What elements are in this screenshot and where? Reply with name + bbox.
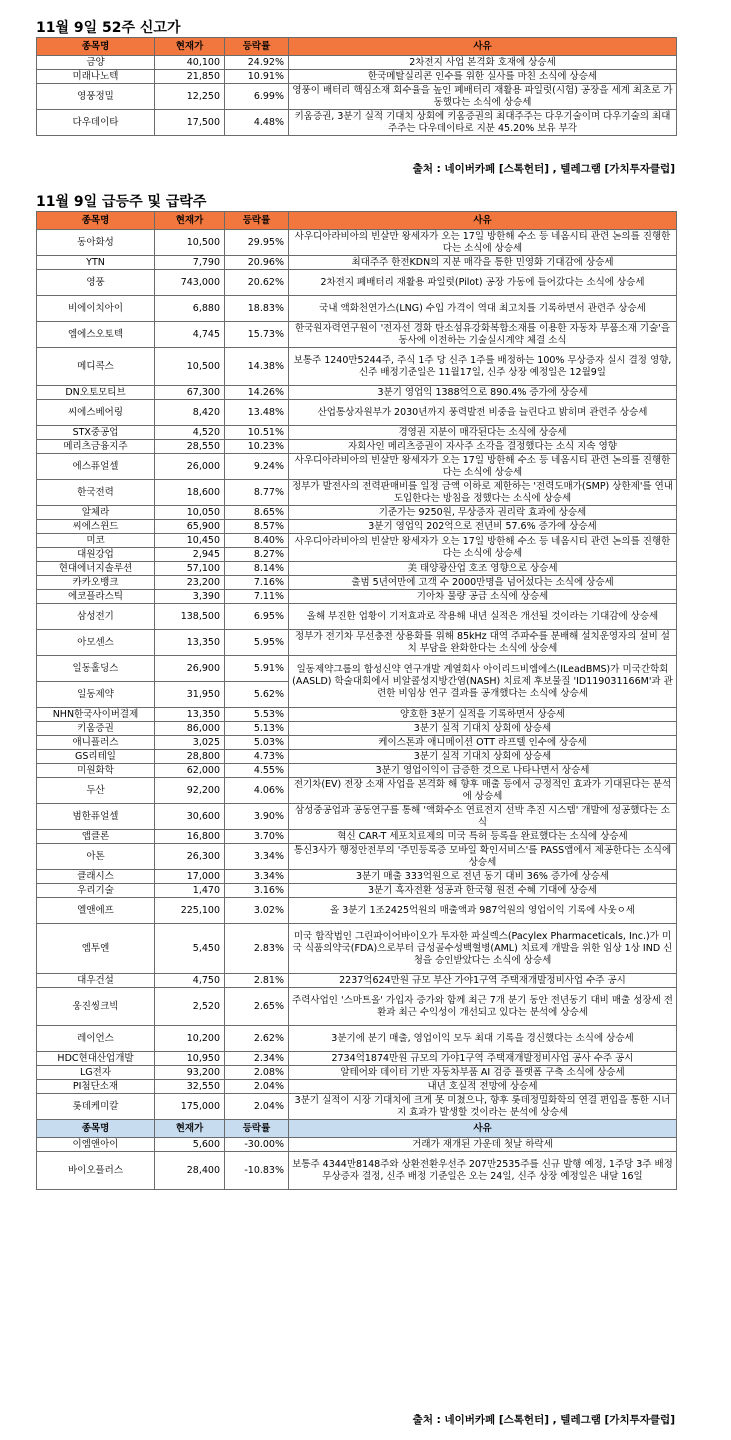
stock-reason: 일동제약그룹의 합성신약 연구개발 계열회사 아이리드비엠에스(ILeadBMS)가 미국간학회(AASLD) 학술대회에서 비알콜성지방간염(NASH) 치료제 후보물질 'ID119031166M'과 관련한 비임상 연구 결과를 공개했다는 소식에 상승세 — [289, 656, 677, 708]
stock-name: DN오토모티브 — [37, 386, 155, 400]
stock-reason: 전기차(EV) 전장 소재 사업을 본격화 해 향후 매출 등에서 긍정적인 효과가 기대된다는 분석에 상승세 — [289, 778, 677, 804]
stock-reason: 산업통상자원부가 2030년까지 풍력발전 비중을 늘린다고 밝히며 관련주 상승세 — [289, 400, 677, 426]
stock-price: 2,520 — [155, 988, 225, 1026]
stock-name: 우리기술 — [37, 884, 155, 898]
table-row — [37, 562, 677, 576]
section1-title: 11월 9일 52주 신고가 — [36, 20, 181, 36]
stock-rate: 14.26% — [225, 386, 289, 400]
table-row — [37, 400, 677, 426]
stock-reason: 올 3분기 1조2425억원의 매출액과 987억원의 영업이익 기록에 사웃ㅇ세 — [289, 898, 677, 924]
table-row — [37, 534, 677, 548]
table-row — [37, 110, 677, 136]
stock-name: 앱클론 — [37, 830, 155, 844]
stock-rate: 8.27% — [225, 548, 289, 562]
stock-rate: 14.38% — [225, 348, 289, 386]
stock-price: 30,600 — [155, 804, 225, 830]
stock-rate: 7.11% — [225, 590, 289, 604]
stock-rate: 2.62% — [225, 1026, 289, 1052]
stock-price: 3,390 — [155, 590, 225, 604]
stock-name: 메디콕스 — [37, 348, 155, 386]
stock-name: 한국전력 — [37, 480, 155, 506]
stock-price: 10,200 — [155, 1026, 225, 1052]
col-header-name: 종목명 — [37, 38, 155, 56]
stock-price: 17,000 — [155, 870, 225, 884]
stock-reason: 통신3사가 행정안전부의 '주민등록증 모바일 확인서비스'를 PASS앱에서 제공한다는 소식에 상승세 — [289, 844, 677, 870]
stock-rate: 8.77% — [225, 480, 289, 506]
stock-name: 엘앤에프 — [37, 898, 155, 924]
stock-price: 5,450 — [155, 924, 225, 974]
table-row — [37, 1094, 677, 1120]
stock-reason: 출범 5년여만에 고객 수 2000만명을 넘어섰다는 소식에 상승세 — [289, 576, 677, 590]
stock-name: 에코플라스틱 — [37, 590, 155, 604]
section2-title: 11월 9일 급등주 및 급락주 — [36, 194, 207, 210]
stock-name: 키움증권 — [37, 722, 155, 736]
stock-reason: 3분기 흑자전환 성공과 한국형 원전 수혜 기대에 상승세 — [289, 884, 677, 898]
stock-reason: 3분기 매출 333억원으로 전년 동기 대비 36% 증가에 상승세 — [289, 870, 677, 884]
stock-reason: 양호한 3분기 실적을 기록하면서 상승세 — [289, 708, 677, 722]
stock-reason: 2차전지 사업 본격화 호재에 상승세 — [289, 56, 677, 70]
stock-rate: 3.34% — [225, 844, 289, 870]
stock-rate: 8.65% — [225, 506, 289, 520]
stock-name: 미래나노텍 — [37, 70, 155, 84]
stock-rate: 6.99% — [225, 84, 289, 110]
stock-rate: 2.08% — [225, 1066, 289, 1080]
table-row — [37, 708, 677, 722]
stock-reason: 보통주 4344만8148주와 상환전환우선주 207만2535주를 신규 발행 예정, 1주당 3주 배정 무상증자 결정, 신주 배정 기준일은 오는 24일, 신주 상장 예정일은 내달 16일 — [289, 1152, 677, 1190]
table-row — [37, 844, 677, 870]
stock-rate: 2.04% — [225, 1094, 289, 1120]
stock-reason: 2237억624만원 규모 부산 가야1구역 주택재개발정비사업 수주 공시 — [289, 974, 677, 988]
table-row — [37, 426, 677, 440]
table-row — [37, 1080, 677, 1094]
stock-name: 대우건설 — [37, 974, 155, 988]
stock-rate: 18.83% — [225, 296, 289, 322]
stock-reason: 기준가는 9250원, 무상증자 권리락 효과에 상승세 — [289, 506, 677, 520]
table-row — [37, 884, 677, 898]
stock-rate: 2.81% — [225, 974, 289, 988]
stock-rate: 10.23% — [225, 440, 289, 454]
stock-name: 일동제약 — [37, 682, 155, 708]
stock-price: 26,300 — [155, 844, 225, 870]
stock-reason: 3분기 영업익 1388억으로 890.4% 증가에 상승세 — [289, 386, 677, 400]
stock-price: 32,550 — [155, 1080, 225, 1094]
stock-name: 롯데케미칼 — [37, 1094, 155, 1120]
stock-price: 4,750 — [155, 974, 225, 988]
stock-reason: 3분기 실적 기대치 상회에 상승세 — [289, 722, 677, 736]
table-row — [37, 230, 677, 256]
stock-price: 743,000 — [155, 270, 225, 296]
stock-price: 13,350 — [155, 708, 225, 722]
stock-rate: 3.90% — [225, 804, 289, 830]
stock-rate: 9.24% — [225, 454, 289, 480]
stock-reason: 2734억1874만원 규모의 가야1구역 주택재개발정비사업 공사 수주 공시 — [289, 1052, 677, 1066]
table-row — [37, 604, 677, 630]
stock-reason: 美 태양광산업 호조 영향으로 상승세 — [289, 562, 677, 576]
stock-reason: 2차전지 폐배터리 재활용 파일럿(Pilot) 공장 가동에 들어갔다는 소식에 상승세 — [289, 270, 677, 296]
stock-reason: 기아차 물량 공급 소식에 상승세 — [289, 590, 677, 604]
table-row — [37, 1152, 677, 1190]
stock-reason: 3분기 영업이익이 급증한 것으로 나타나면서 상승세 — [289, 764, 677, 778]
stock-price: 3,025 — [155, 736, 225, 750]
stock-price: 1,470 — [155, 884, 225, 898]
stock-rate: 8.40% — [225, 534, 289, 548]
stock-price: 57,100 — [155, 562, 225, 576]
fall-col-header-price: 현재가 — [155, 1120, 225, 1138]
stock-price: 2,945 — [155, 548, 225, 562]
source-note-2: 출처 : 네이버카페 [스톡헌터] , 텔레그램 [가치투자클럽] — [412, 1414, 675, 1426]
stock-name: NHN한국사이버결제 — [37, 708, 155, 722]
table-row — [37, 322, 677, 348]
fall-col-header-reason: 사유 — [289, 1120, 677, 1138]
table-row — [37, 1026, 677, 1052]
stock-price: 28,400 — [155, 1152, 225, 1190]
stock-price: 10,950 — [155, 1052, 225, 1066]
source-note-1: 출처 : 네이버카페 [스톡헌터] , 텔레그램 [가치투자클럽] — [412, 163, 675, 175]
col-header-price: 현재가 — [155, 38, 225, 56]
stock-name: 이엠앤아이 — [37, 1138, 155, 1152]
stock-price: 23,200 — [155, 576, 225, 590]
stock-reason: 경영권 지분이 매각된다는 소식에 상승세 — [289, 426, 677, 440]
stock-rate: 5.91% — [225, 656, 289, 682]
stock-rate: 8.57% — [225, 520, 289, 534]
stock-price: 28,800 — [155, 750, 225, 764]
stock-reason: 보통주 1240만5244주, 주식 1주 당 신주 1주를 배정하는 100% 무상증자 실시 결정 영향, 신주 배정기준일은 11월17일, 신주 상장 예정일은 12월9일 — [289, 348, 677, 386]
fall-col-header-name: 종목명 — [37, 1120, 155, 1138]
stock-name: 동아화성 — [37, 230, 155, 256]
table-row — [37, 924, 677, 974]
stock-price: 10,450 — [155, 534, 225, 548]
table-row — [37, 736, 677, 750]
table-row — [37, 750, 677, 764]
stock-name: 엠에스오토텍 — [37, 322, 155, 348]
col-header-rate: 등락률 — [225, 212, 289, 230]
stock-name: GS리테일 — [37, 750, 155, 764]
stock-rate: 2.65% — [225, 988, 289, 1026]
stock-name: 알체라 — [37, 506, 155, 520]
table-header-row — [37, 38, 677, 56]
stock-reason: 자회사인 메리츠증권이 자사주 소각을 결정했다는 소식 지속 영향 — [289, 440, 677, 454]
table-header-row — [37, 212, 677, 230]
table-row — [37, 270, 677, 296]
stock-rate: 4.48% — [225, 110, 289, 136]
stock-price: 65,900 — [155, 520, 225, 534]
stock-reason: 삼성중공업과 공동연구를 통해 '액화수소 연료전지 선박 추진 시스템' 개발에 성공했다는 소식 — [289, 804, 677, 830]
stock-price: 67,300 — [155, 386, 225, 400]
stock-reason: 정부가 발전사의 전력판매비를 일정 금액 이하로 제한하는 '전력도매가(SMP) 상한제'를 연내 도입한다는 방침을 정했다는 소식에 상승세 — [289, 480, 677, 506]
stock-reason: 거래가 재개된 가운데 첫날 하락세 — [289, 1138, 677, 1152]
table-row — [37, 440, 677, 454]
stock-price: 225,100 — [155, 898, 225, 924]
table-row — [37, 70, 677, 84]
stock-reason: 최대주주 한전KDN의 지분 매각을 통한 민영화 기대감에 상승세 — [289, 256, 677, 270]
stock-rate: 4.06% — [225, 778, 289, 804]
stock-rate: 2.04% — [225, 1080, 289, 1094]
table-row — [37, 56, 677, 70]
stock-rate: 3.34% — [225, 870, 289, 884]
stock-price: 92,200 — [155, 778, 225, 804]
table-row — [37, 84, 677, 110]
stock-reason: 내년 호실적 전망에 상승세 — [289, 1080, 677, 1094]
stock-reason: 혁신 CAR-T 세포치료제의 미국 특허 등록을 완료했다는 소식에 상승세 — [289, 830, 677, 844]
table-row — [37, 630, 677, 656]
stock-price: 26,000 — [155, 454, 225, 480]
table-row — [37, 480, 677, 506]
stock-name: 미코 — [37, 534, 155, 548]
stock-price: 28,550 — [155, 440, 225, 454]
stock-rate: -10.83% — [225, 1152, 289, 1190]
stock-price: 26,900 — [155, 656, 225, 682]
stock-name: 씨에스베어링 — [37, 400, 155, 426]
stock-price: 12,250 — [155, 84, 225, 110]
stock-rate: 20.62% — [225, 270, 289, 296]
stock-rate: 15.73% — [225, 322, 289, 348]
col-header-name: 종목명 — [37, 212, 155, 230]
table-row — [37, 590, 677, 604]
table-row — [37, 1138, 677, 1152]
stock-name: 레이언스 — [37, 1026, 155, 1052]
stock-name: 금양 — [37, 56, 155, 70]
table-row — [37, 870, 677, 884]
stock-price: 10,500 — [155, 230, 225, 256]
stock-price: 5,600 — [155, 1138, 225, 1152]
col-header-reason: 사유 — [289, 212, 677, 230]
stock-rate: 6.95% — [225, 604, 289, 630]
table-row — [37, 974, 677, 988]
stock-rate: 2.83% — [225, 924, 289, 974]
stock-name: STX중공업 — [37, 426, 155, 440]
stock-price: 10,050 — [155, 506, 225, 520]
stock-name: 범한퓨얼셀 — [37, 804, 155, 830]
stock-price: 21,850 — [155, 70, 225, 84]
stock-reason: 미국 합작법인 그린파이어바이오가 투자한 파실렉스(Pacylex Pharmaceticals, Inc.)가 미국 식품의약국(FDA)으로부터 급성골수성백혈병(AML) 치료제 개발을 위한 임상 1상 IND 신청을 승인받았다는 소식에 상승세 — [289, 924, 677, 974]
stock-name: 메리츠금융지주 — [37, 440, 155, 454]
stock-rate: 5.13% — [225, 722, 289, 736]
stock-name: 엠투엔 — [37, 924, 155, 974]
stock-rate: 2.34% — [225, 1052, 289, 1066]
stock-rate: 7.16% — [225, 576, 289, 590]
stock-name: 영풍정밀 — [37, 84, 155, 110]
stock-reason: 키움증권, 3분기 실적 기대치 상회에 키움증권의 최대주주는 다우기술이며 다우기술의 최대주주는 다우데이타로 지분 45.20% 보유 부각 — [289, 110, 677, 136]
table-row — [37, 988, 677, 1026]
stock-price: 8,420 — [155, 400, 225, 426]
table-row — [37, 778, 677, 804]
stock-rate: 24.92% — [225, 56, 289, 70]
stock-reason: 3분기 영업익 202억으로 전년비 57.6% 증가에 상승세 — [289, 520, 677, 534]
stock-reason: 사우디아라비아의 빈살만 왕세자가 오는 17일 방한해 수소 등 네옴시티 관련 논의를 진행한다는 소식에 상승세 — [289, 230, 677, 256]
table-row — [37, 804, 677, 830]
table-row — [37, 348, 677, 386]
stock-rate: 8.14% — [225, 562, 289, 576]
stock-name: 미원화학 — [37, 764, 155, 778]
table-row — [37, 722, 677, 736]
table-row — [37, 296, 677, 322]
stock-name: 애니플러스 — [37, 736, 155, 750]
stock-reason: 3분기 실적이 시장 기대치에 크게 못 미쳤으나, 향후 롯데정밀화학의 연결 편입을 통한 시너지 효과가 발생할 것이라는 분석에 상승세 — [289, 1094, 677, 1120]
col-header-reason: 사유 — [289, 38, 677, 56]
stock-rate: 10.91% — [225, 70, 289, 84]
stock-rate: 5.53% — [225, 708, 289, 722]
stock-name: 대원강업 — [37, 548, 155, 562]
stock-price: 31,950 — [155, 682, 225, 708]
table-row — [37, 1066, 677, 1080]
stock-price: 86,000 — [155, 722, 225, 736]
table-row — [37, 830, 677, 844]
stock-reason: 한국원자력연구원이 '전자선 경화 탄소섬유강화복합소재를 이용한 자동차 부품소재 기술'을 동사에 이전하는 기술실시계약 체결 소식 — [289, 322, 677, 348]
stock-reason: 3분기에 분기 매출, 영업이익 모두 최대 기록을 경신했다는 소식에 상승세 — [289, 1026, 677, 1052]
table-row — [37, 506, 677, 520]
table-row — [37, 256, 677, 270]
stock-price: 175,000 — [155, 1094, 225, 1120]
stock-name: 삼성전기 — [37, 604, 155, 630]
table-row — [37, 898, 677, 924]
stock-rate: 20.96% — [225, 256, 289, 270]
stock-rate: 5.03% — [225, 736, 289, 750]
stock-name: 두산 — [37, 778, 155, 804]
stock-rate: 10.51% — [225, 426, 289, 440]
table-row — [37, 1052, 677, 1066]
stock-rate: 3.70% — [225, 830, 289, 844]
stock-name: 웅진씽크빅 — [37, 988, 155, 1026]
stock-name: 카카오뱅크 — [37, 576, 155, 590]
col-header-price: 현재가 — [155, 212, 225, 230]
stock-reason: 사우디아라비아의 빈살만 왕세자가 오는 17일 방한해 수소 등 네옴시티 관련 논의를 진행한다는 소식에 상승세 — [289, 454, 677, 480]
stock-rate: 4.55% — [225, 764, 289, 778]
stock-name: PI첨단소재 — [37, 1080, 155, 1094]
stock-price: 17,500 — [155, 110, 225, 136]
table-row — [37, 764, 677, 778]
stock-rate: -30.00% — [225, 1138, 289, 1152]
stock-reason: 국내 액화천연가스(LNG) 수입 가격이 역대 최고치를 기록하면서 관련주 상승세 — [289, 296, 677, 322]
stock-price: 10,500 — [155, 348, 225, 386]
stock-reason: 3분기 실적 기대치 상회에 상승세 — [289, 750, 677, 764]
stock-name: 일동홀딩스 — [37, 656, 155, 682]
table-row — [37, 454, 677, 480]
stock-name: 씨에스윈드 — [37, 520, 155, 534]
fall-col-header-rate: 등락률 — [225, 1120, 289, 1138]
stock-name: 비에이치아이 — [37, 296, 155, 322]
stock-name: 에스퓨얼셀 — [37, 454, 155, 480]
stock-name: 영풍 — [37, 270, 155, 296]
surge-table — [36, 211, 677, 1190]
stock-rate: 3.16% — [225, 884, 289, 898]
fall-header-row — [37, 1120, 677, 1138]
stock-price: 138,500 — [155, 604, 225, 630]
stock-reason: 정부가 전기차 무선충전 상용화를 위해 85kHz 대역 주파수를 분배해 설치운영자의 설비 설치 부담을 완화한다는 소식에 상승세 — [289, 630, 677, 656]
stock-price: 93,200 — [155, 1066, 225, 1080]
table-row — [37, 656, 677, 682]
stock-price: 62,000 — [155, 764, 225, 778]
stock-reason: 올해 부진한 업황이 기저효과로 작용해 내년 실적은 개선될 것이라는 기대감에 상승세 — [289, 604, 677, 630]
col-header-rate: 등락률 — [225, 38, 289, 56]
stock-price: 13,350 — [155, 630, 225, 656]
stock-name: YTN — [37, 256, 155, 270]
table-row — [37, 520, 677, 534]
stock-price: 6,880 — [155, 296, 225, 322]
table-row — [37, 386, 677, 400]
stock-price: 18,600 — [155, 480, 225, 506]
stock-rate: 4.73% — [225, 750, 289, 764]
stock-reason: 주력사업인 '스마트올' 가입자 증가와 함께 최근 7개 분기 동안 전년동기 대비 매출 성장세 전환과 최근 수익성이 개선되고 있다는 분석에 상승세 — [289, 988, 677, 1026]
stock-reason: 케이스톤과 애니메이션 OTT 라프텔 인수에 상승세 — [289, 736, 677, 750]
stock-name: 현대에너지솔루션 — [37, 562, 155, 576]
stock-price: 4,520 — [155, 426, 225, 440]
stock-rate: 13.48% — [225, 400, 289, 426]
stock-reason: 사우디아라비아의 빈살만 왕세자가 오는 17일 방한해 수소 등 네옴시티 관련 논의를 진행한다는 소식에 상승세 — [289, 534, 677, 562]
stock-rate: 5.62% — [225, 682, 289, 708]
stock-price: 7,790 — [155, 256, 225, 270]
table-row — [37, 576, 677, 590]
stock-name: 바이오플러스 — [37, 1152, 155, 1190]
stock-rate: 3.02% — [225, 898, 289, 924]
stock-name: 클래시스 — [37, 870, 155, 884]
stock-reason: 영풍이 배터리 핵심소재 회수율을 높인 폐배터리 재활용 파일럿(시험) 공장을 세계 최초로 가동했다는 소식에 상승세 — [289, 84, 677, 110]
stock-price: 40,100 — [155, 56, 225, 70]
stock-reason: 알테어와 데이터 기반 자동차부품 AI 검증 플랫폼 구축 소식에 상승세 — [289, 1066, 677, 1080]
new-high-table — [36, 37, 677, 136]
stock-name: 다우데이타 — [37, 110, 155, 136]
stock-name: 아톤 — [37, 844, 155, 870]
stock-name: HDC현대산업개발 — [37, 1052, 155, 1066]
stock-name: 아모센스 — [37, 630, 155, 656]
stock-price: 4,745 — [155, 322, 225, 348]
stock-rate: 29.95% — [225, 230, 289, 256]
stock-name: LG전자 — [37, 1066, 155, 1080]
stock-reason: 한국메탈실리콘 인수를 위한 실사를 마친 소식에 상승세 — [289, 70, 677, 84]
stock-price: 16,800 — [155, 830, 225, 844]
stock-rate: 5.95% — [225, 630, 289, 656]
